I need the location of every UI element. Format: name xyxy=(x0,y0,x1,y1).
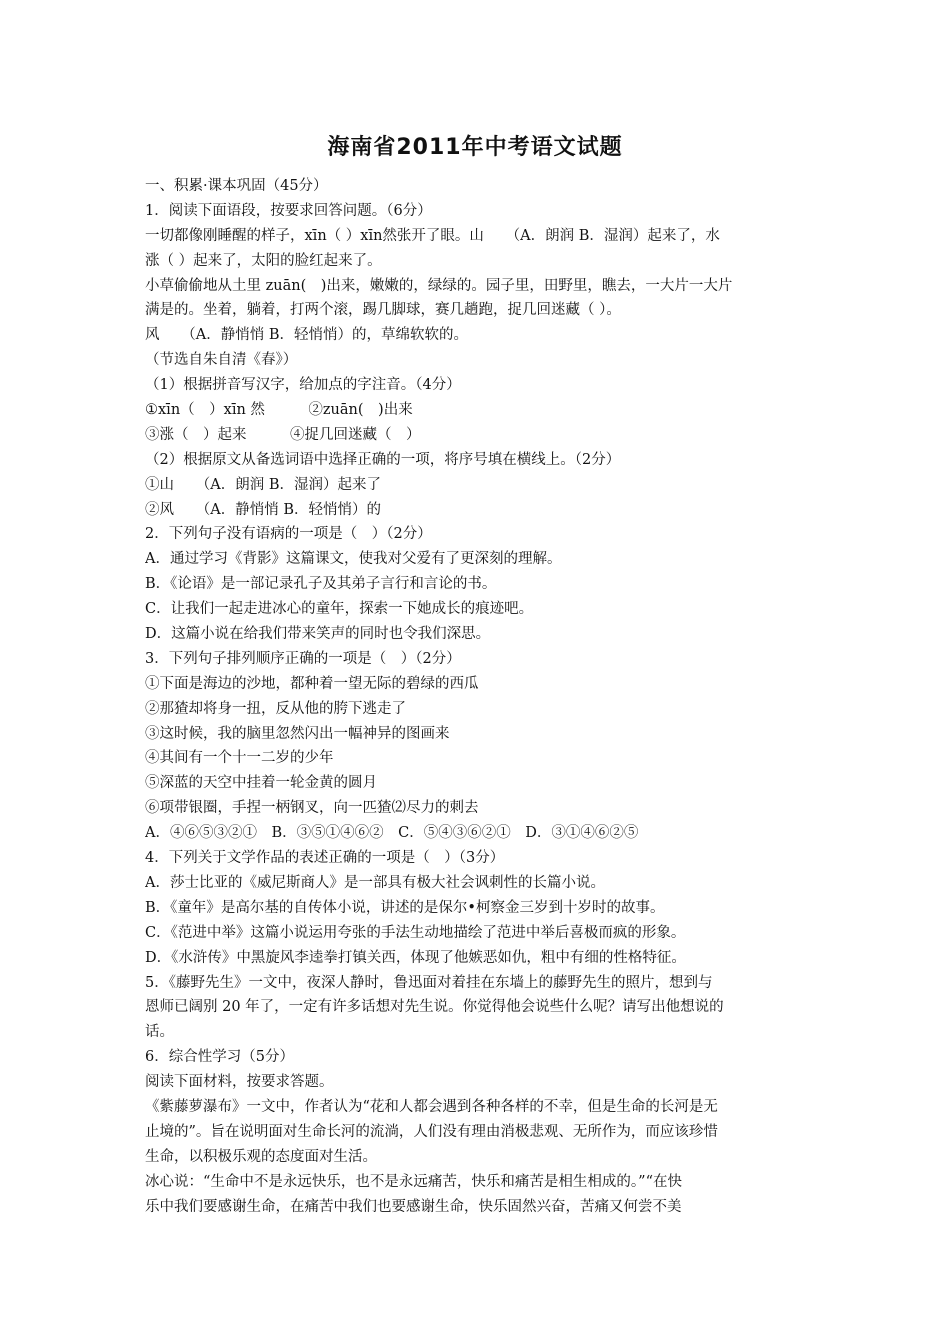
text-line: ⑤深蓝的天空中挂着一轮金黄的圆月 xyxy=(145,775,377,792)
text-line: （2）根据原文从备选词语中选择正确的一项，将序号填在横线上。（2分） xyxy=(145,451,621,468)
text-line: A．莎士比亚的《威尼斯商人》是一部具有极大社会讽刺性的长篇小说。 xyxy=(145,874,605,891)
text-line: C．《范进中举》这篇小说运用夸张的手法生动地描绘了范进中举后喜极而疯的形象。 xyxy=(145,924,686,941)
text-line: D．《水浒传》中黑旋风李逵拳打镇关西，体现了他嫉恶如仇，粗中有细的性格特征。 xyxy=(145,949,686,966)
text-line: ⑥项带银圈，手捏一柄钢叉，向一匹猹⑵尽力的刺去 xyxy=(145,800,479,817)
text-line: 止境的”。旨在说明面对生命长河的流淌，人们没有理由消极悲观、无所作为，而应该珍惜 xyxy=(145,1123,718,1140)
text-line: D．这篇小说在给我们带来笑声的同时也令我们深思。 xyxy=(145,626,491,643)
text-line: B．《论语》是一部记录孔子及其弟子言行和言论的书。 xyxy=(145,576,497,593)
text-line: 乐中我们要感谢生命，在痛苦中我们也要感谢生命，快乐固然兴奋，苦痛又何尝不美 xyxy=(145,1198,682,1215)
text-line: （1）根据拼音写汉字，给加点的字注音。（4分） xyxy=(145,377,461,394)
text-line: 1．阅读下面语段，按要求回答问题。（6分） xyxy=(145,202,432,219)
text-line: A．④⑥⑤③②① B．③⑤①④⑥② C．⑤④③⑥②① D．③①④⑥②⑤ xyxy=(145,825,639,842)
text-line: ①xīn（ ）xīn 然 ②zuān( )出来 xyxy=(145,402,413,419)
text-line: ②风 （A．静悄悄 B．轻悄悄）的 xyxy=(145,501,381,518)
text-line: （节选自朱自清《春》） xyxy=(145,352,298,369)
text-line: 一、积累·课本巩固（45分） xyxy=(145,178,328,194)
page-title: 海南省2011年中考语文试题 xyxy=(327,135,623,160)
text-line: 满是的。坐着，躺着，打两个滚，踢几脚球，赛几趟跑，捉几回迷藏（ ）。 xyxy=(145,302,621,319)
text-line: ③涨（ ）起来 ④捉几回迷藏（ ） xyxy=(145,426,421,443)
text-line: ④其间有一个十一二岁的少年 xyxy=(145,750,334,767)
text-line: 阅读下面材料，按要求答题。 xyxy=(145,1074,334,1091)
text-line: 冰心说：“生命中不是永远快乐，也不是永远痛苦，快乐和痛苦是相生相成的。”“在快 xyxy=(145,1173,682,1190)
text-line: 3．下列句子排列顺序正确的一项是（ ）（2分） xyxy=(145,650,461,667)
text-line: ③这时候，我的脑里忽然闪出一幅神异的图画来 xyxy=(145,725,450,742)
text-line: 风 （A．静悄悄 B．轻悄悄）的，草绵软软的。 xyxy=(145,327,468,344)
text-line: 5．《藤野先生》一文中，夜深人静时，鲁迅面对着挂在东墙上的藤野先生的照片，想到与 xyxy=(145,974,713,991)
text-line: ②那猹却将身一扭，反从他的胯下逃走了 xyxy=(145,700,406,717)
text-line: 一切都像刚睡醒的样子，xīn（ ）xīn然张开了眼。山 （A．朗润 B．湿润）起来了，水 xyxy=(145,227,720,244)
text-line: 6．综合性学习（5分） xyxy=(145,1049,294,1066)
text-line: ①山 （A．朗润 B．湿润）起来了 xyxy=(145,476,381,493)
text-line: 小草偷偷地从土里 zuān( )出来，嫩嫩的，绿绿的。园子里，田野里，瞧去，一大片一大片 xyxy=(145,277,733,294)
document-body xyxy=(145,174,810,1219)
text-line: A．通过学习《背影》这篇课文，使我对父爱有了更深刻的理解。 xyxy=(145,551,562,568)
text-line: B．《童年》是高尔基的自传体小说，讲述的是保尔•柯察金三岁到十岁时的故事。 xyxy=(145,899,665,916)
text-line: C．让我们一起走进冰心的童年，探索一下她成长的痕迹吧。 xyxy=(145,601,534,618)
text-line: 生命，以积极乐观的态度面对生活。 xyxy=(145,1148,377,1165)
text-line: 话。 xyxy=(145,1024,174,1041)
text-line: ①下面是海边的沙地，都种着一望无际的碧绿的西瓜 xyxy=(145,675,479,692)
text-line: 恩师已阔别 20 年了，一定有许多话想对先生说。你觉得他会说些什么呢？请写出他想说的 xyxy=(145,999,724,1016)
text-line: 涨（ ）起来了，太阳的脸红起来了。 xyxy=(145,252,382,269)
text-line: 《紫藤萝瀑布》一文中，作者认为“花和人都会遇到各种各样的不幸，但是生命的长河是无 xyxy=(145,1098,718,1115)
text-line: 2．下列句子没有语病的一项是（ ）（2分） xyxy=(145,526,432,543)
text-line: 4．下列关于文学作品的表述正确的一项是（ ）（3分） xyxy=(145,850,505,867)
